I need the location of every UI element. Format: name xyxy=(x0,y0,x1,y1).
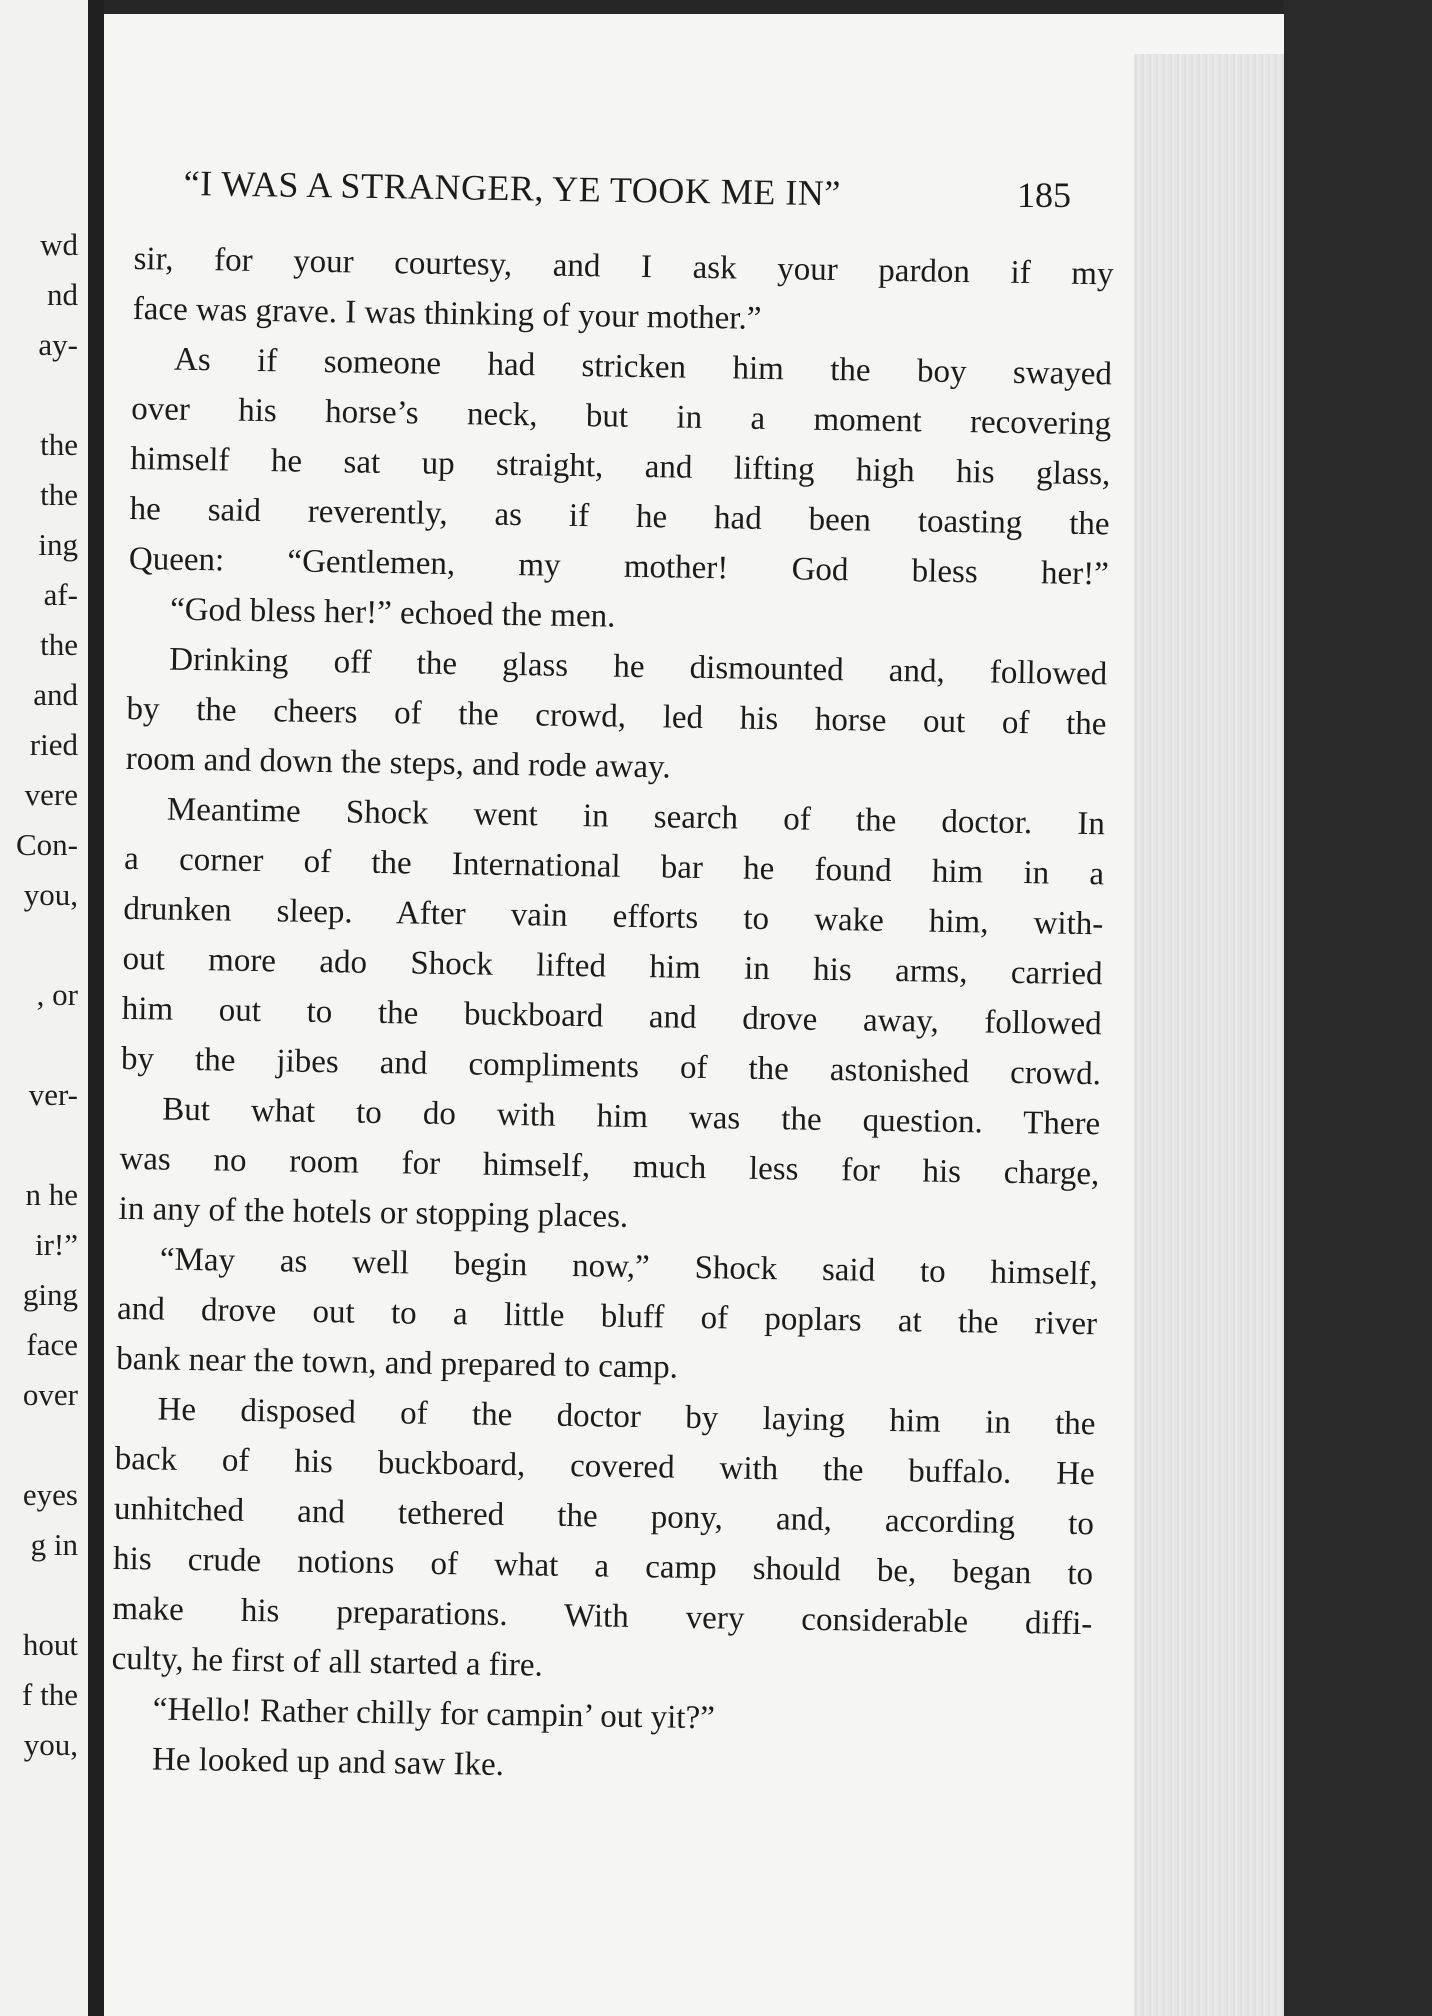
text-line: over his horse’s neck, but in a moment recovering xyxy=(130,390,1112,443)
facing-page-line: vere xyxy=(24,777,78,812)
text-line: Drinking off the glass he dismounted and, followed xyxy=(169,641,1108,693)
facing-page-line: n he xyxy=(25,1177,78,1212)
facing-page-line: hout xyxy=(22,1627,78,1662)
text-line: bank near the town, and prepared to camp. xyxy=(116,1340,679,1386)
scan-background xyxy=(1284,0,1432,2016)
facing-page-line: f the xyxy=(22,1677,78,1712)
text-line: in any of the hotels or stopping places. xyxy=(118,1190,629,1235)
book-gutter xyxy=(88,0,104,2016)
text-line: and drove out to a little bluff of poplars at the river xyxy=(116,1290,1098,1343)
text-line: But what to do with him was the question. There xyxy=(161,1091,1101,1143)
text-line: a corner of the International bar he found him in a xyxy=(123,840,1105,893)
text-line: culty, he first of all started a fire. xyxy=(111,1640,544,1684)
text-line: his crude notions of what a camp should be, began to xyxy=(112,1540,1094,1593)
text-line: Meantime Shock went in search of the doctor. In xyxy=(166,791,1106,843)
facing-page-line: g in xyxy=(30,1527,78,1562)
text-line: He looked up and saw Ike. xyxy=(151,1741,505,1783)
facing-page-fragment xyxy=(0,0,88,2016)
text-line: back of his buckboard, covered with the buffalo. He xyxy=(114,1440,1095,1493)
page-number: 185 xyxy=(1017,175,1071,215)
facing-page-line: you, xyxy=(23,877,78,912)
facing-page-line: wd xyxy=(40,227,78,262)
book-page xyxy=(104,14,1284,2016)
facing-page-line: Con- xyxy=(16,827,78,862)
facing-page-line: the xyxy=(40,477,78,512)
text-line: “Hello! Rather chilly for campin’ out yit?” xyxy=(152,1691,716,1737)
text-line: unhitched and tethered the pony, and, according to xyxy=(113,1490,1095,1543)
text-line: “May as well begin now,” Shock said to himself, xyxy=(159,1241,1099,1293)
text-line: room and down the steps, and rode away. xyxy=(125,740,671,786)
text-line: “God bless her!” echoed the men. xyxy=(169,591,616,635)
facing-page-line: you, xyxy=(23,1727,78,1762)
text-line: As if someone had stricken him the boy swayed xyxy=(173,341,1113,393)
text-line: Queen: “Gentlemen, my mother! God bless her!” xyxy=(128,540,1110,593)
facing-page-line: ging xyxy=(22,1277,78,1312)
text-line: he said reverently, as if he had been toasting the xyxy=(129,490,1110,543)
text-line: himself he sat up straight, and lifting high his glass, xyxy=(130,440,1111,493)
text-line: sir, for your courtesy, and I ask your pardon if my xyxy=(133,240,1114,293)
text-line: make his preparations. With very considerable diffi- xyxy=(112,1590,1093,1643)
facing-page-line: ir!” xyxy=(34,1227,78,1262)
text-line: out more ado Shock lifted him in his arms, carried xyxy=(122,940,1103,993)
body-text xyxy=(110,234,1114,1799)
facing-page-line: the xyxy=(40,427,78,462)
facing-page-line: the xyxy=(40,627,78,662)
page-edges xyxy=(1134,54,1284,2016)
facing-page-line: over xyxy=(22,1377,78,1412)
facing-page-line: ay- xyxy=(38,327,78,362)
facing-page-line: ing xyxy=(38,527,78,562)
text-line: face was grave. I was thinking of your mother.” xyxy=(132,290,762,337)
running-head: “I WAS A STRANGER, YE TOOK ME IN” xyxy=(183,162,842,214)
facing-page-line: , or xyxy=(36,977,78,1012)
facing-page-line: eyes xyxy=(22,1477,78,1512)
text-line: He disposed of the doctor by laying him in the xyxy=(157,1391,1096,1443)
text-line: him out to the buckboard and drove away, followed xyxy=(121,990,1102,1043)
facing-page-line: face xyxy=(26,1327,78,1362)
facing-page-line: ver- xyxy=(28,1077,78,1112)
text-line: was no room for himself, much less for his charge, xyxy=(119,1140,1100,1193)
facing-page-line: af- xyxy=(43,577,78,612)
facing-page-line: ried xyxy=(29,727,78,762)
text-line: drunken sleep. After vain efforts to wake him, with- xyxy=(123,890,1104,943)
facing-page-line: and xyxy=(33,677,78,712)
facing-page-line: nd xyxy=(47,277,78,312)
text-line: by the jibes and compliments of the astonished crowd. xyxy=(120,1040,1102,1093)
text-line: by the cheers of the crowd, led his horse out of the xyxy=(126,690,1107,743)
